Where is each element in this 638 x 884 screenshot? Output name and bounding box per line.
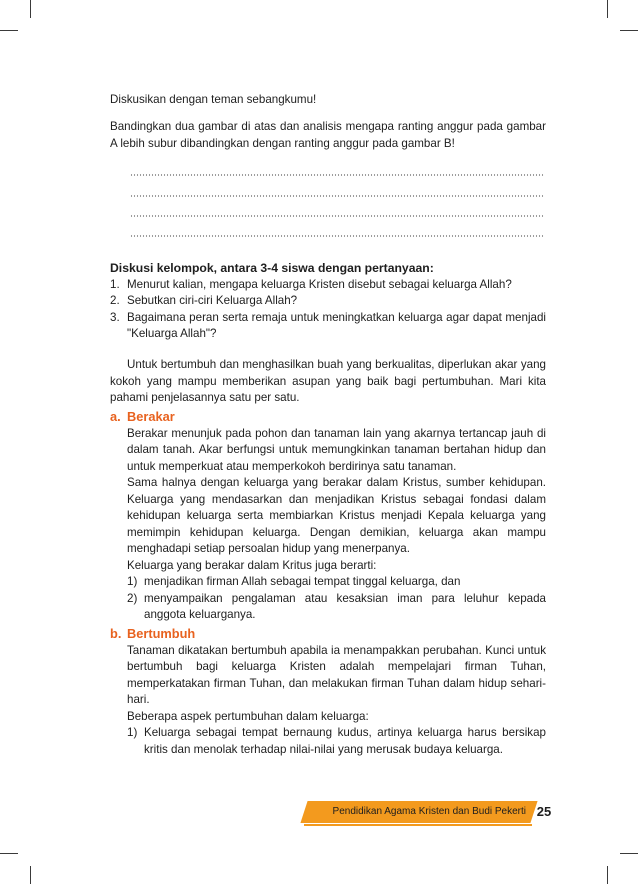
answer-line[interactable] [130,235,544,237]
section-berakar [110,409,546,624]
answer-line[interactable] [130,215,544,217]
sub-list [127,725,546,758]
group-discussion [110,260,546,343]
list-item: 2. Sebutkan ciri-ciri Keluarga Allah? [110,294,298,307]
crop-mark [0,30,18,31]
question-list [110,277,546,343]
list-item: 2) menyampaikan pengalaman atau kesaksian iman para leluhur kepada anggota keluarganya. [127,591,546,621]
body-paragraph-block [110,357,546,407]
crop-mark [620,853,638,854]
section-bertumbuh [110,626,546,758]
paragraph: Sama halnya dengan keluarga yang berakar dalam Kristus, sumber kehidupan. Keluarga yang mendasarkan dan menjadikan Kristus sebagai fondasi dalam kehidupan keluarga serta membiarkan Kristus menjadi Kepala keluarga yang memimpin kehidupan keluarga. Dengan demikian, keluarga akan mampu menghadapi setiap persoalan hidup yang menerpanya. [127,476,546,555]
footer-underline [304,824,532,826]
sub-list [127,574,546,624]
crop-mark [0,853,18,854]
section-body [110,643,546,759]
paragraph: Keluarga yang berakar dalam Kritus juga berarti: [127,558,377,572]
list-item: 3. Bagaimana peran serta remaja untuk meningkatkan keluarga agar dapat menjadi "Keluarga Allah"? [110,310,546,340]
list-item: 1) Keluarga sebagai tempat bernaung kudus, artinya keluarga harus bersikap kritis dan menolak terhadap nilai-nilai yang merusak budaya keluarga. [127,726,546,756]
list-item: 1) menjadikan firman Allah sebagai tempat tinggal keluarga, dan [127,575,461,588]
section-body [110,426,546,624]
footer-book-title: Pendidikan Agama Kristen dan Budi Pekerti [332,806,526,817]
paragraph: Berakar menunjuk pada pohon dan tanaman lain yang akarnya tertancap jauh di dalam tanah. Akar berfungsi untuk memungkinkan tanaman bertahan hidup dan untuk memperkuat atau memperkokoh berdirinya satu tanaman. [127,426,546,473]
paragraph: Beberapa aspek pertumbuhan dalam keluarga: [127,709,369,723]
answer-line[interactable] [130,174,544,176]
section-title: b. Bertumbuh [110,626,196,641]
section-title: a. Berakar [110,409,175,424]
intro-text: Diskusikan dengan teman sebangkumu! [110,93,317,106]
crop-mark [620,30,638,31]
crop-mark [30,0,31,18]
crop-mark [30,866,31,884]
list-item: 1. Menurut kalian, mengapa keluarga Kristen disebut sebagai keluarga Allah? [110,277,512,291]
paragraph: Tanaman dikatakan bertumbuh apabila ia menampakkan perubahan. Kunci untuk bertumbuh bagi keluarga Kristen adalah mempelajari firman Tuhan, memperkatakan firman Tuhan, dan melakukan firman Tuhan dalam hidup sehari-hari. [127,643,546,706]
page-number: 25 [536,804,552,819]
instruction-block [110,119,546,152]
body-paragraph: Untuk bertumbuh dan menghasilkan buah yang berkualitas, diperlukan akar yang kokoh yang mampu memberikan asupan yang baik bagi pertumbuhan. Mari kita pahami penjelasannya satu per satu. [110,358,546,404]
intro-block [110,92,546,109]
group-heading: Diskusi kelompok, antara 3-4 siswa dengan pertanyaan: [110,261,434,275]
crop-mark [607,0,608,18]
instruction-text: Bandingkan dua gambar di atas dan analisis mengapa ranting anggur pada gambar A lebih subur dibandingkan dengan ranting anggur pada gambar B! [110,120,546,150]
answer-line[interactable] [130,195,544,197]
crop-mark [607,866,608,884]
